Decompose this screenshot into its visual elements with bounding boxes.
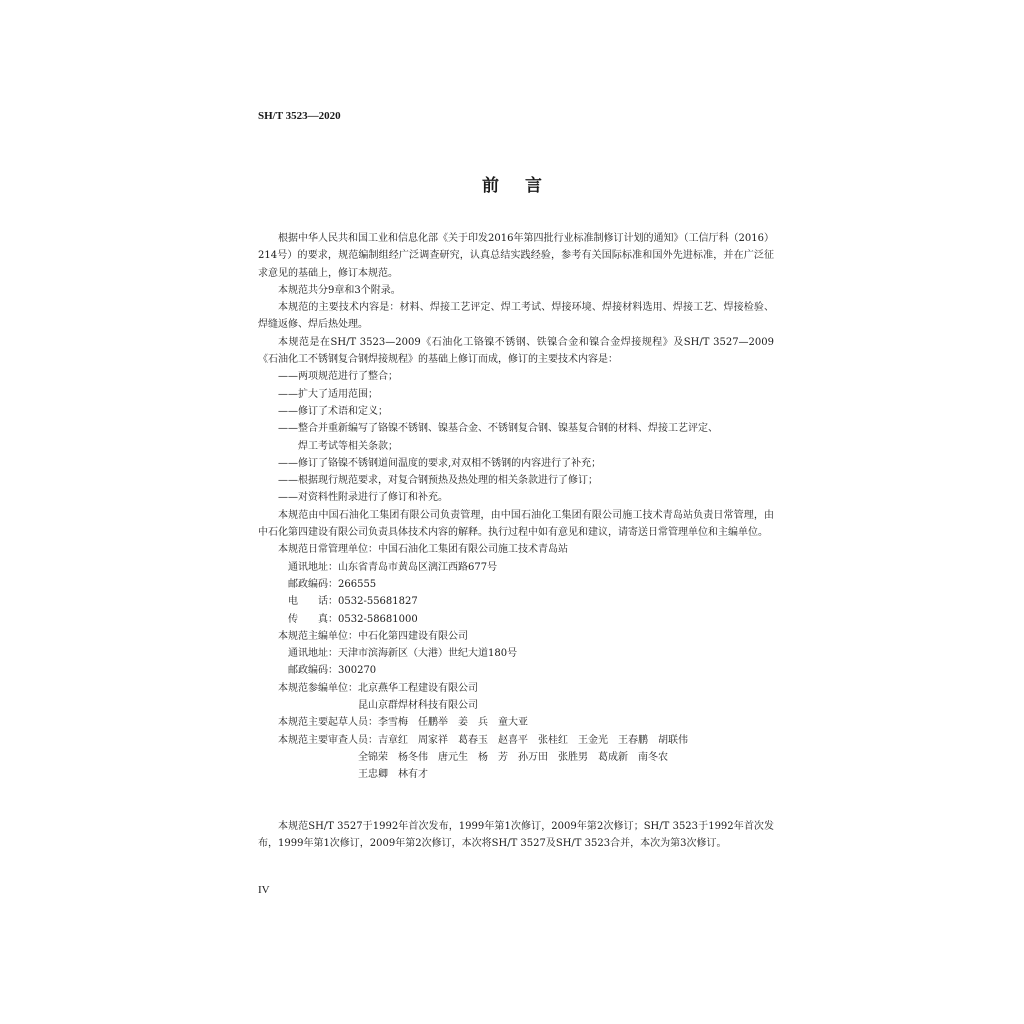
change-item-continuation: 焊工考试等相关条款；	[298, 440, 398, 452]
chief-unit-name: 中石化第四建设有限公司	[358, 630, 468, 642]
reviewers-names: 王忠卿 林有才	[358, 769, 428, 781]
chief-unit-address: 通讯地址：天津市滨海新区（大港）世纪大道180号	[288, 648, 518, 660]
change-item: ——修订了术语和定义；	[278, 405, 388, 417]
paragraph-management: 本规范由中国石油化工集团有限公司负责管理，由中国石油化工集团有限公司施工技术青岛站负责日常管理，由中石化第四建设有限公司负责具体技术内容的解释。执行过程中如有意见和建议，请寄送日常管理单位和主编单位。	[258, 509, 774, 539]
reviewers-line	[258, 732, 774, 749]
paragraph-basis: 根据中华人民共和国工业和信息化部《关于印发2016年第四批行业标准制修订计划的通知》（工信厅科（2016）214号）的要求，规范编制组经广泛调查研究，认真总结实践经验，参考有关国际标准和国外先进标准，并在广泛征求意见的基础上，修订本规范。	[258, 233, 774, 279]
chief-unit-postcode: 邮政编码：300270	[288, 665, 377, 677]
participants-label: 本规范参编单位：	[278, 682, 358, 694]
chief-unit-label: 本规范主编单位：	[278, 630, 358, 642]
daily-unit-phone: 电 话：0532-55681827	[288, 596, 418, 608]
daily-unit-line	[258, 541, 774, 558]
participant-unit: 北京燕华工程建设有限公司	[358, 682, 478, 694]
participants-line	[258, 680, 774, 697]
daily-unit-fax: 传 真：0532-58681000	[288, 613, 418, 625]
chief-unit-line	[258, 628, 774, 645]
daily-unit-postcode: 邮政编码：266555	[288, 578, 377, 590]
daily-unit-address: 通讯地址：山东省青岛市黄岛区漓江西路677号	[288, 561, 498, 573]
foreword-body	[258, 230, 774, 784]
drafters-names: 李雪梅 任鹏举 姜 兵 童大亚	[378, 717, 528, 729]
paragraph-structure: 本规范共分9章和3个附录。	[278, 284, 401, 296]
paragraph-revision-basis: 本规范是在SH/T 3523—2009《石油化工铬镍不锈钢、铁镍合金和镍合金焊接规程》及SH/T 3527—2009《石油化工不锈钢复合钢焊接规程》的基础上修订而成，修订的主要技术内容是：	[258, 336, 774, 366]
drafters-line	[258, 714, 774, 731]
paragraph-main-content: 本规范的主要技术内容是：材料、焊接工艺评定、焊工考试、焊接环境、焊接材料选用、焊接工艺、焊接检验、焊缝返修、焊后热处理。	[258, 302, 774, 331]
change-item: ——对资料性附录进行了修订和补充。	[278, 492, 448, 504]
paragraph-history: 本规范SH/T 3527于1992年首次发布，1999年第1次修订，2009年第2次修订；SH/T 3523于1992年首次发布，1999年第1次修订，2009年第2次修订，本次将SH/T 3527及SH/T 3523合并，本次为第3次修订。	[258, 821, 774, 850]
drafters-label: 本规范主要起草人员：	[278, 717, 378, 729]
reviewers-names: 全锦荣 杨冬伟 唐元生 杨 芳 孙万田 张胜男 葛成新 南冬农	[358, 751, 668, 763]
page-title: 前言	[482, 176, 568, 196]
reviewers-names: 吉章红 周家祥 葛春玉 赵喜平 张桂红 王金光 王春鹏 胡联伟	[378, 734, 688, 746]
participant-unit: 昆山京群焊材科技有限公司	[358, 700, 478, 712]
daily-unit-name: 中国石油化工集团有限公司施工技术青岛站	[378, 544, 568, 556]
daily-unit-label: 本规范日常管理单位：	[278, 544, 378, 556]
publication-history	[258, 818, 774, 853]
change-item: ——两项规范进行了整合；	[278, 371, 398, 383]
page-number: IV	[258, 884, 270, 896]
change-item: ——根据现行规范要求，对复合钢预热及热处理的相关条款进行了修订；	[278, 475, 598, 487]
reviewers-label: 本规范主要审查人员：	[278, 734, 378, 746]
change-item: ——扩大了适用范围；	[278, 388, 378, 400]
standard-number: SH/T 3523—2020	[258, 110, 341, 122]
change-item: ——整合并重新编写了铬镍不锈钢、镍基合金、不锈钢复合钢、镍基复合钢的材料、焊接工艺评定、	[278, 423, 718, 435]
change-item: ——修订了铬镍不锈钢道间温度的要求,对双相不锈钢的内容进行了补充；	[278, 457, 602, 469]
